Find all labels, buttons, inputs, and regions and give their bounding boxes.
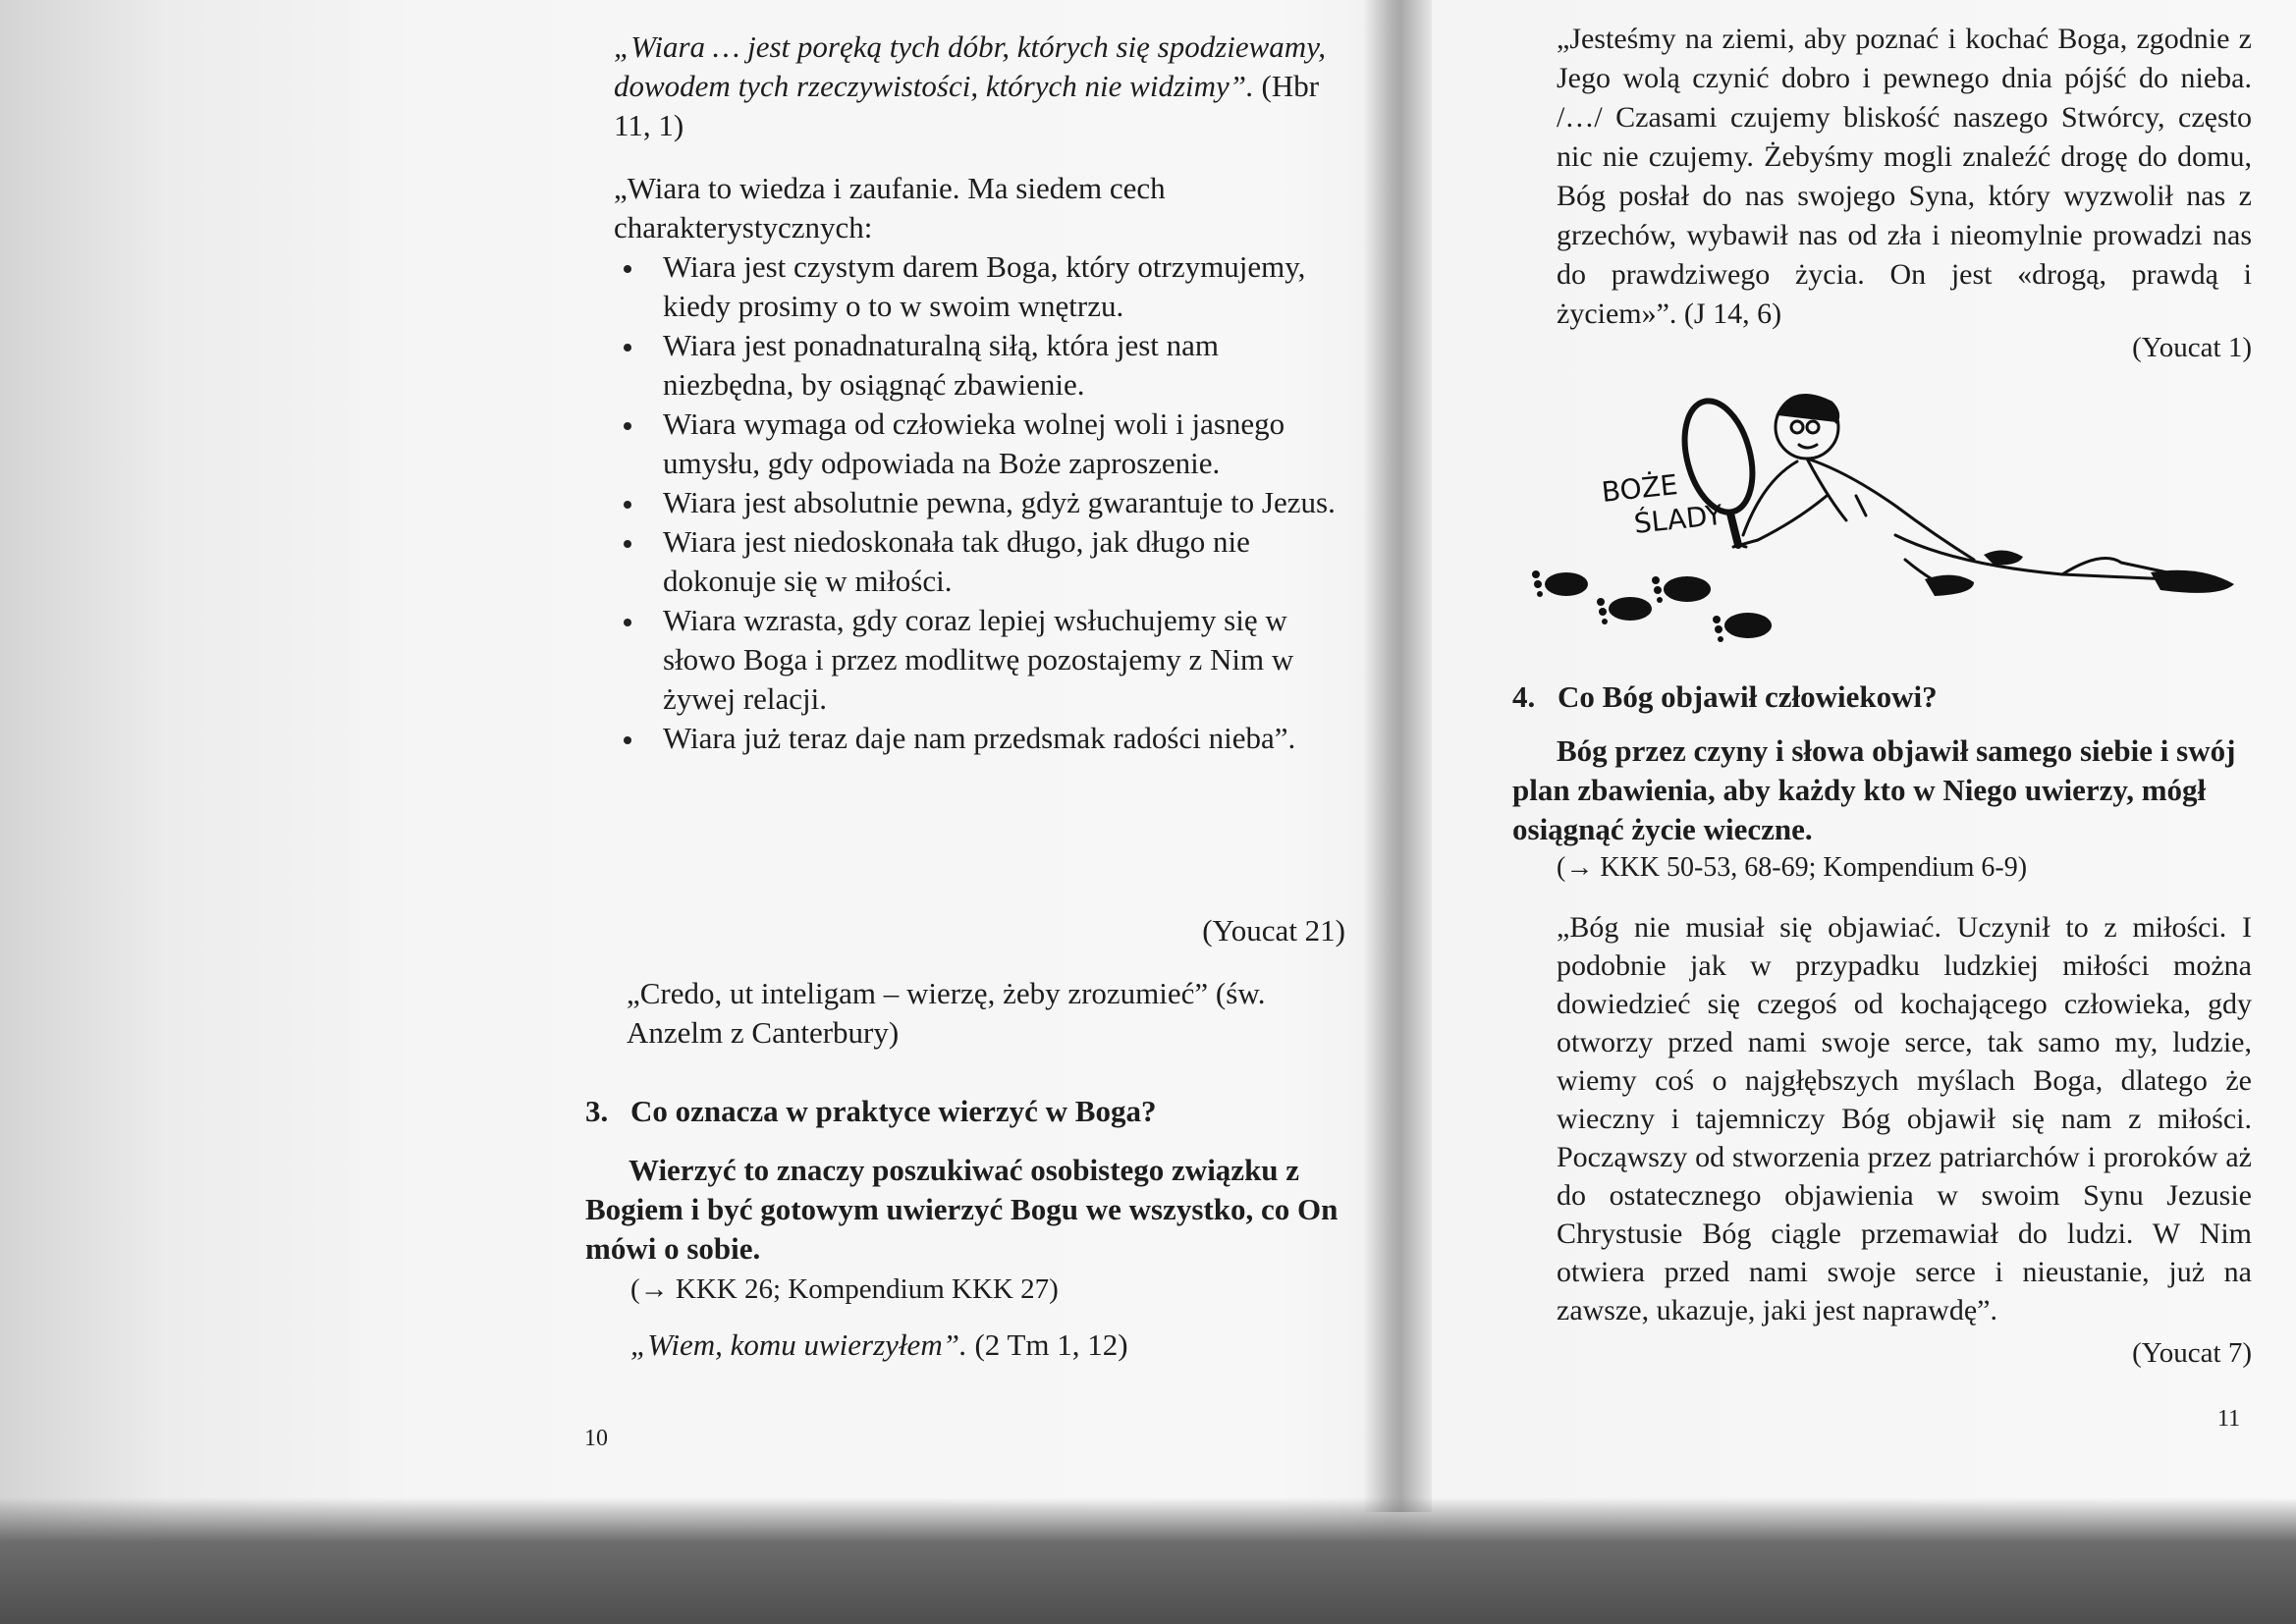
youcat-7-ref: (Youcat 7) [2132,1337,2252,1369]
page-number-right: 11 [2217,1406,2241,1432]
list-item: Wiara jest czystym darem Boga, który otrzymujemy, kiedy prosimy o to w swoim wnętrzu. [614,247,1345,326]
question-3-answer: Wierzyć to znaczy poszukiwać osobistego związku z Bogiem i być gotowym uwierzyć Bogu we wszystko, co On mówi o sobie. [585,1153,1339,1266]
credo-quote: „Credo, ut inteligam – wierzę, żeby zrozumieć” (św. Anzelm z Canterbury) [627,976,1266,1050]
bullet-icon [624,501,631,509]
list-item: Wiara jest ponadnaturalną siłą, która jest nam niezbędna, by osiągnąć zbawienie. [614,326,1345,405]
page-number-left: 10 [584,1426,608,1451]
question-4-title: Co Bóg objawił człowiekowi? [1558,679,1938,714]
timothy-quote [630,1326,1351,1365]
youcat-1-quote: „Jesteśmy na ziemi, aby poznać i kochać Boga, zgodnie z Jego wolą czynić dobro i pewnego dnia pójść do nieba. /…/ Czasami czujemy bliskość naszego Stwórcy, często nic nie czujemy. Żebyśmy mogli znaleźć drogę do domu, Bóg posłał do nas swojego Syna, który wyzwolił nas z grzechów, wybawił nas od zła i nieomylnie prowadzi nas do prawdziwego życia. On jest «drogą, prawdą i życiem»”. (J 14, 6) [1557,23,2252,330]
question-4-answer: Bóg przez czyny i słowa objawił samego siebie i swój plan zbawienia, aby każdy kto w Niego uwierzy, mógł osiągnąć życie wieczne. [1512,733,2236,846]
question-3-title: Co oznacza w praktyce wierzyć w Boga? [630,1094,1157,1128]
question-4-heading [1512,677,2278,717]
scan-bottom-shadow [0,1497,2296,1624]
youcat-21-ref: (Youcat 21) [1202,913,1345,947]
hebrews-quote-ref: (Hbr 11, 1) [614,69,1320,142]
timothy-quote-ref: (2 Tm 1, 12) [974,1327,1128,1362]
right-page-lower [1453,0,2296,1507]
question-4-reference: (→ KKK 50-53, 68-69; Kompendium 6-9) [1557,852,2028,883]
hebrews-quote [614,27,1345,145]
list-item: Wiara jest niedoskonała tak długo, jak długo nie dokonuje się w miłości. [614,522,1345,601]
youcat-1-ref: (Youcat 1) [2132,332,2252,363]
list-item: Wiara wzrasta, gdy coraz lepiej wsłuchujemy się w słowo Boga i przez modlitwę pozostajemy z Nim w żywej relacji. [614,601,1345,719]
bullet-icon [624,344,631,352]
faith-characteristics-list [614,247,1345,758]
list-item: Wiara jest absolutnie pewna, gdyż gwarantuje to Jezus. [614,483,1345,522]
caption-line-1: BOŻE [1600,468,1679,509]
bullet-icon [624,736,631,744]
caption-line-2: ŚLADY [1632,498,1724,540]
question-3-heading [585,1092,1351,1131]
question-3-reference: (→ KKK 26; Kompendium KKK 27) [630,1273,1059,1305]
youcat-7-quote: „Bóg nie musiał się objawiać. Uczynił to z miłości. I podobnie jak w przypadku ludzkiej miłości można dowiedzieć się czegoś od kochającego człowieka, gdy otworzy przed nami swoje serce, tak samo my, ludzie, wiemy coś o najgłębszych myślach Boga, dlatego że wieczny i tajemniczy Bóg objawił się nam z miłości. Począwszy od stworzenia przez patriarchów i proroków aż do ostatecznego objawienia w swoim Synu Jezusie Chrystusie Bóg ciągle przemawiał do ludzi. W Nim otwiera przed nami swoje serce i nieustanie, już na zawsze, ukazuje, jaki jest naprawdę”. [1557,911,2252,1326]
bullet-icon [624,540,631,548]
bullet-icon [624,265,631,273]
left-page [491,0,1355,1507]
list-item: Wiara już teraz daje nam przedsmak radości nieba”. [614,719,1345,758]
book-spine-shadow [1363,0,1432,1512]
timothy-quote-text: „Wiem, komu uwierzyłem”. [630,1327,967,1362]
faith-intro: „Wiara to wiedza i zaufanie. Ma siedem cech charakterystycznych: [614,171,1166,244]
list-item: Wiara wymaga od człowieka wolnej woli i jasnego umysłu, gdy odpowiada na Boże zaproszenie. [614,405,1345,483]
bullet-icon [624,422,631,430]
question-4-number: 4. [1512,679,1536,714]
bullet-icon [624,619,631,626]
question-3-number: 3. [585,1094,609,1128]
hebrews-quote-text: „Wiara … jest poręką tych dóbr, których się spodziewamy, dowodem tych rzeczywistości, których nie widzimy”. [614,29,1326,103]
